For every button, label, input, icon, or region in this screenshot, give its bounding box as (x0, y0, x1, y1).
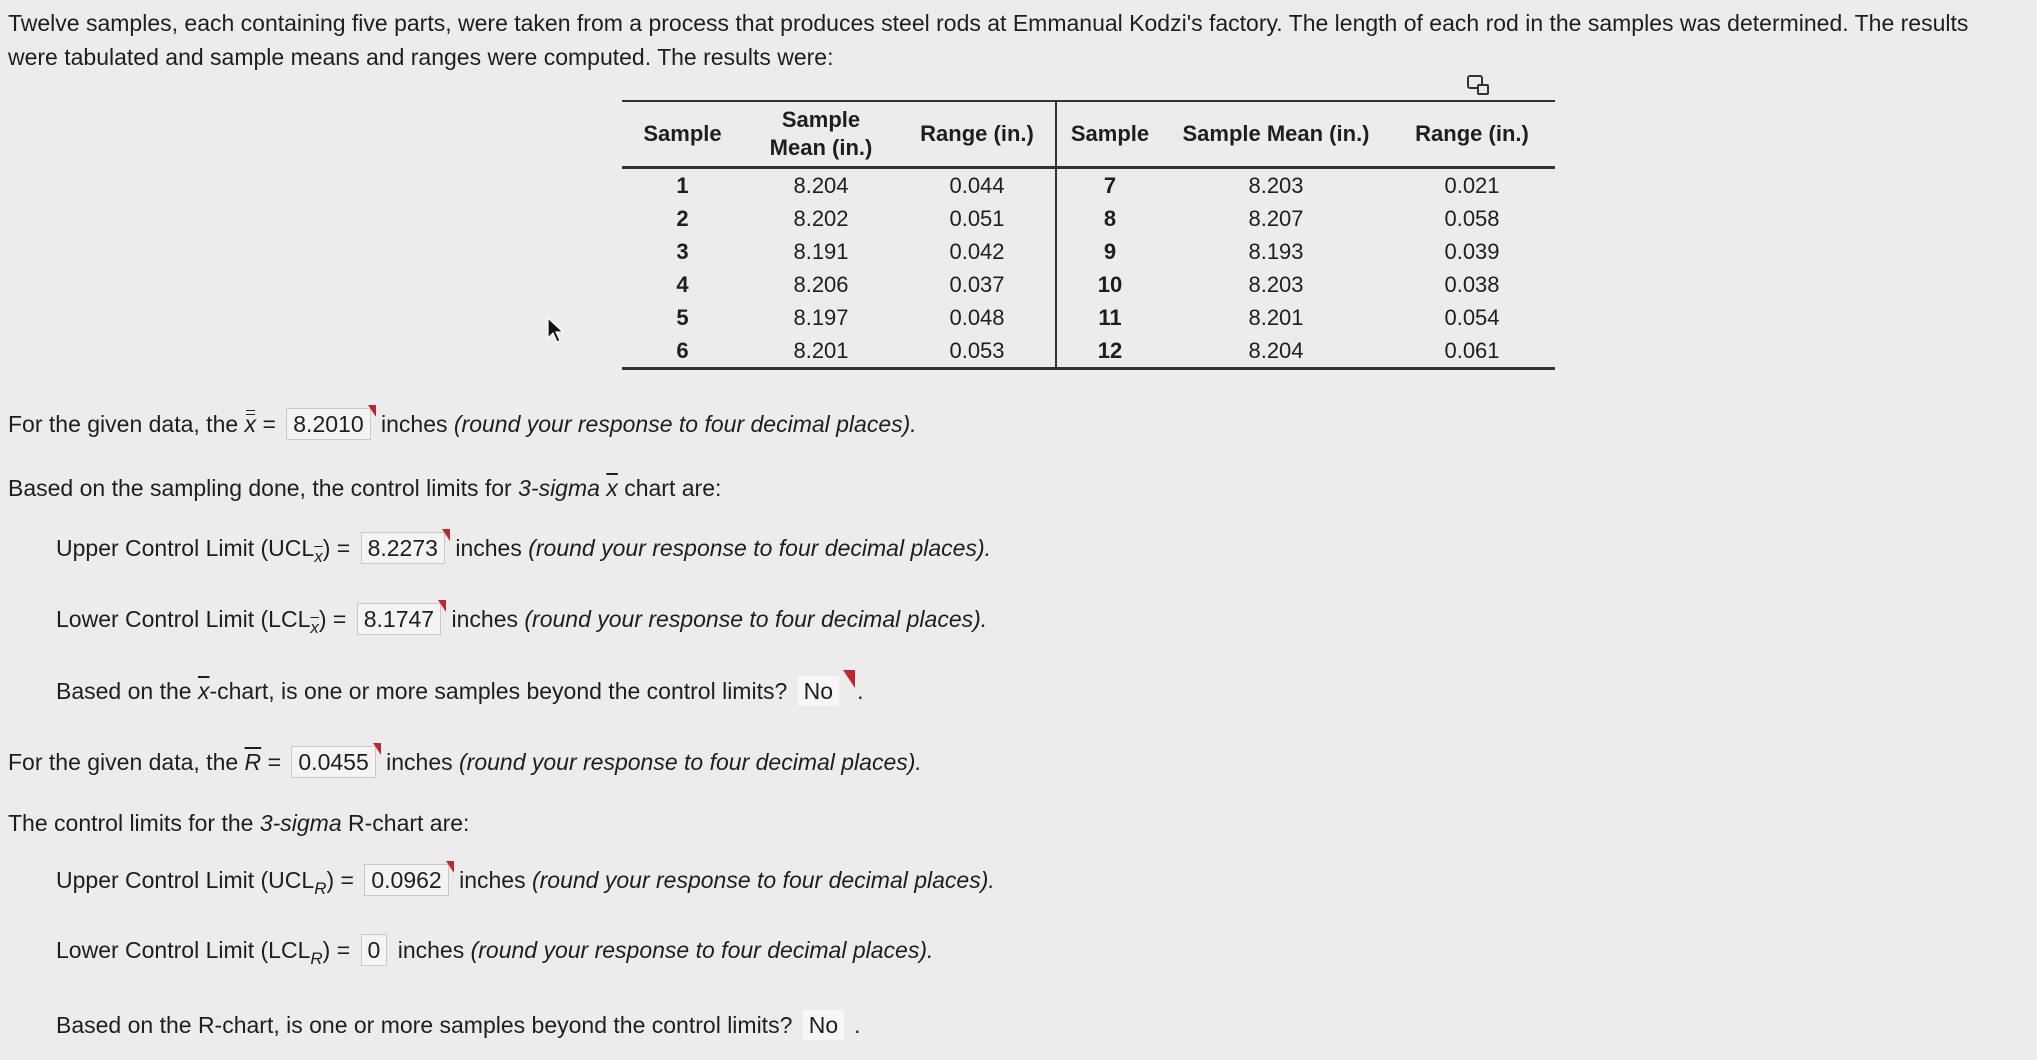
lcl-r-answer-field[interactable] (361, 934, 388, 966)
sigma-text: 3-sigma (259, 810, 342, 836)
question-text: For the given data, the (8, 411, 239, 437)
table-cell: 0.038 (1444, 271, 1500, 297)
units-text: inches (455, 535, 522, 561)
flag-icon (446, 861, 454, 873)
equals-sign: ) = (322, 535, 351, 561)
table-cell: 8.203 (1248, 271, 1304, 297)
table-cell: 8.193 (1248, 238, 1304, 264)
table-cell: 8.201 (1248, 304, 1304, 330)
answer-value: 8.1747 (363, 606, 435, 632)
table-cell: 8.197 (793, 304, 849, 330)
xbar-question (8, 408, 917, 440)
table-row (622, 168, 1555, 203)
xchart-intro (8, 473, 721, 503)
table-cell: 0.051 (899, 202, 1056, 235)
rbar-answer-field[interactable] (291, 746, 375, 778)
subscript: x (314, 547, 323, 566)
table-cell: 6 (676, 337, 689, 363)
table-cell: 8 (1103, 205, 1117, 231)
table-cell: 4 (676, 271, 689, 297)
xbar-answer-field[interactable] (286, 408, 370, 440)
equals-sign: ) = (318, 606, 347, 632)
rbar-question (8, 746, 922, 778)
table-cell: 0.061 (1444, 337, 1500, 363)
table-cell: 8.201 (793, 337, 849, 363)
table-cell: 3 (676, 238, 689, 264)
table-cell: 8.204 (1248, 337, 1304, 363)
table-cell: 12 (1097, 337, 1123, 363)
flag-icon (373, 743, 381, 755)
table-cell: 8.204 (793, 172, 849, 198)
flag-icon (843, 670, 855, 688)
table-header: Sample Mean (in.) (1182, 121, 1370, 146)
flag-icon (442, 529, 450, 541)
units-text: inches (451, 606, 518, 632)
limit-label: Lower Control Limit (LCL (56, 937, 311, 963)
table-cell: 8.202 (793, 205, 849, 231)
rounding-note: (round your response to four decimal places). (470, 937, 934, 963)
table-cell: 9 (1103, 238, 1117, 264)
table-header: Sample (643, 121, 722, 146)
table-row (622, 235, 1555, 268)
question-text: Based on the (56, 678, 192, 704)
equals-sign: = (267, 749, 281, 775)
subscript: R (310, 949, 323, 968)
equals-sign: ) = (326, 867, 354, 893)
table-header: Sample Mean (in.) (769, 107, 873, 160)
table-cell: 0.044 (899, 168, 1056, 203)
data-table (622, 100, 1555, 370)
x-bar-symbol: $\overline{x}$ (606, 475, 618, 501)
units-text: inches (459, 867, 526, 893)
ucl-r-question (56, 864, 995, 904)
question-text: -chart, is one or more samples beyond the control limits? (209, 678, 788, 704)
period-text: . (857, 678, 864, 704)
flag-icon (368, 405, 376, 417)
ucl-r-answer-field[interactable] (364, 864, 448, 896)
x-double-bar-symbol (245, 409, 257, 439)
answer-value: 0.0455 (298, 749, 369, 775)
table-cell: 0.037 (899, 268, 1056, 301)
limit-label: Upper Control Limit (UCL (56, 867, 315, 893)
table-header: Range (in.) (1415, 121, 1529, 146)
table-cell: 0.039 (1444, 238, 1500, 264)
rounding-note: (round your response to four decimal places). (531, 867, 995, 893)
table-cell: 11 (1098, 304, 1122, 330)
rounding-note: (round your response to four decimal places). (528, 535, 991, 561)
limit-label: Lower Control Limit (LCL (56, 606, 311, 632)
mouse-pointer-icon (546, 316, 566, 344)
beyond-x-answer-dropdown[interactable] (798, 676, 839, 706)
sigma-text: 3-sigma (518, 475, 600, 501)
beyond-x-question (56, 676, 863, 706)
subscript: x (310, 618, 319, 637)
question-text: For the given data, the (8, 749, 239, 775)
answer-value: 8.2010 (293, 411, 364, 437)
table-row (622, 334, 1555, 369)
table-cell: 0.053 (899, 334, 1056, 369)
table-cell: 5 (676, 304, 689, 330)
subscript: R (314, 879, 327, 898)
rounding-note: (round your response to four decimal places). (524, 606, 988, 632)
table-cell: 0.042 (899, 235, 1056, 268)
answer-value: No (808, 1012, 839, 1038)
units-text: inches (381, 411, 448, 437)
table-cell: 8.206 (793, 271, 849, 297)
units-text: inches (397, 937, 465, 963)
table-header: Sample (1070, 121, 1150, 146)
question-text: The control limits for the (8, 810, 254, 836)
equals-sign: ) = (322, 937, 351, 963)
table-cell: 2 (676, 205, 689, 231)
table-cell: 7 (1103, 172, 1117, 198)
limit-label: Upper Control Limit (UCL (56, 535, 315, 561)
table-cell: 8.191 (793, 238, 849, 264)
r-bar-symbol: $\overline{R}$ (244, 749, 262, 775)
table-row (622, 268, 1555, 301)
rchart-intro (8, 808, 469, 838)
rounding-note: (round your response to four decimal places). (459, 749, 922, 775)
beyond-r-answer-dropdown[interactable] (803, 1010, 844, 1040)
period-text: . (854, 1012, 861, 1038)
question-text: Based on the sampling done, the control limits for (8, 475, 512, 501)
answer-value: 0.0962 (371, 867, 442, 893)
rounding-note: (round your response to four decimal places). (453, 411, 917, 437)
units-text: inches (386, 749, 453, 775)
ucl-x-question (56, 532, 991, 572)
lcl-x-answer-field[interactable] (357, 603, 441, 635)
problem-intro: Twelve samples, each containing five parts, were taken from a process that produces steel rods at Emmanual Kodzi's factory. The length of each rod in the samples was determined. The results were tabulated and sample means and ranges were computed. The results were: (8, 10, 1969, 70)
question-text: chart are: (624, 475, 722, 501)
answer-value: 0 (367, 937, 381, 963)
question-text: R-chart are: (348, 810, 470, 836)
table-cell: 0.021 (1444, 172, 1500, 198)
lcl-x-question (56, 603, 987, 643)
ucl-x-answer-field[interactable] (361, 532, 445, 564)
table-row (622, 301, 1555, 334)
table-cell: 1 (676, 172, 689, 198)
question-text: Based on the R-chart, is one or more samples beyond the control limits? (56, 1012, 793, 1038)
table-cell: 0.054 (1444, 304, 1500, 330)
answer-value: No (803, 678, 834, 704)
symbol-text: x (244, 411, 257, 437)
beyond-r-question (56, 1010, 861, 1040)
table-cell: 8.207 (1248, 205, 1304, 231)
table-cell: 0.048 (899, 301, 1056, 334)
table-header-row (622, 101, 1555, 168)
table-cell: 8.203 (1248, 172, 1304, 198)
copy-icon[interactable] (1466, 74, 1492, 98)
flag-icon (438, 600, 446, 612)
table-cell: 10 (1097, 271, 1123, 297)
table-cell: 0.058 (1444, 205, 1500, 231)
x-bar-symbol: $\overline{x}$ (197, 678, 210, 704)
equals-sign: = (262, 411, 276, 437)
answer-value: 8.2273 (367, 535, 438, 561)
lcl-r-question (56, 934, 933, 974)
table-header: Range (in.) (899, 101, 1056, 168)
table-row (622, 202, 1555, 235)
